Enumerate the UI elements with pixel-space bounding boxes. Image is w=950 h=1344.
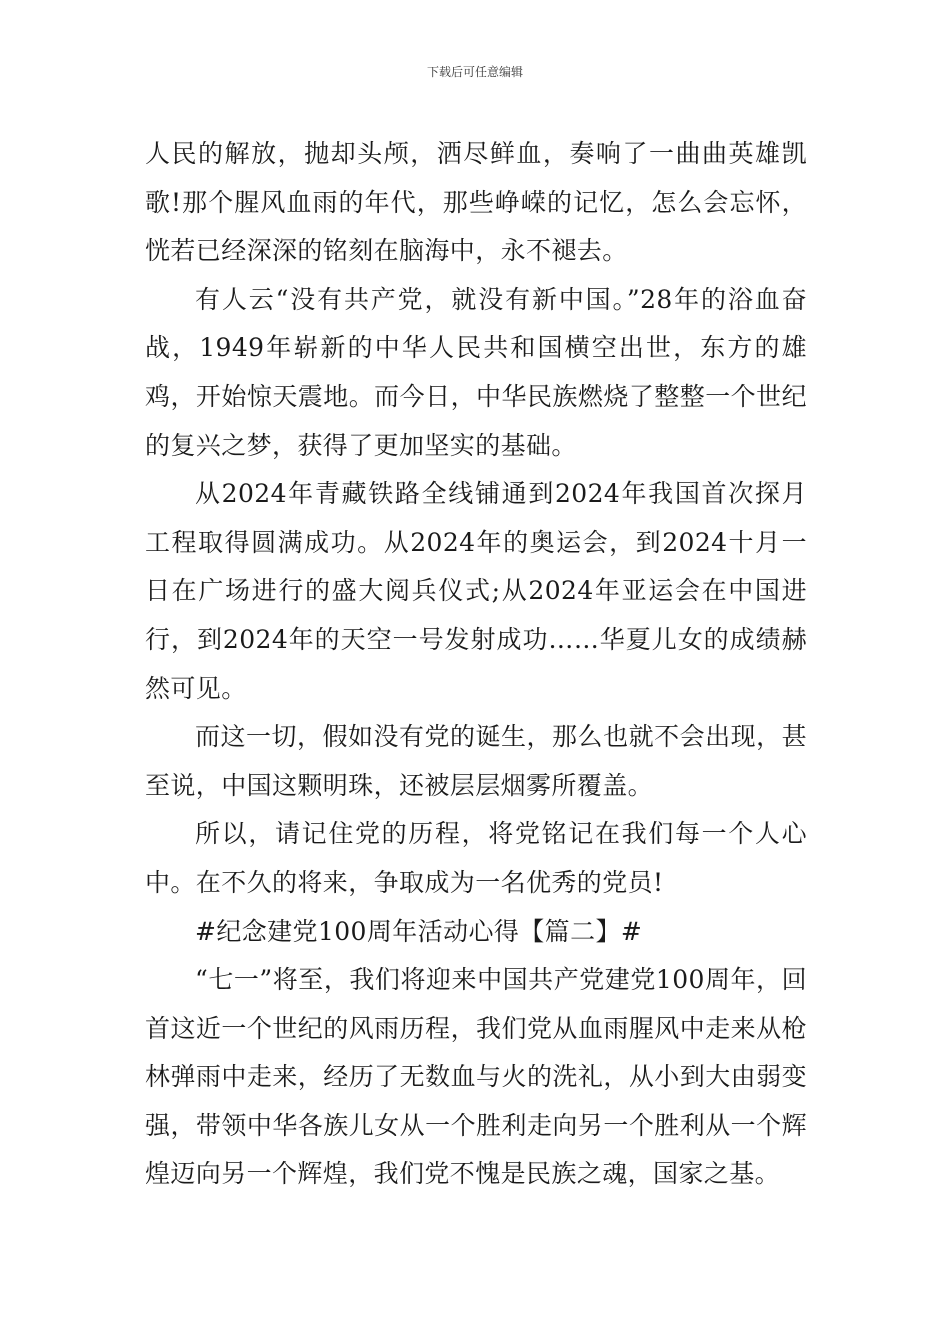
document-body	[145, 130, 807, 1199]
paragraph-2: 有人云“没有共产党，就没有新中国。”28年的浴血奋战，1949年崭新的中华人民共和国横空出世，东方的雄鸡，开始惊天震地。而今日，中华民族燃烧了整整一个世纪的复兴之梦，获得了更加坚实的基础。	[145, 284, 807, 460]
paragraph-3: 从2024年青藏铁路全线铺通到2024年我国首次探月工程取得圆满成功。从2024年的奥运会，到2024十月一日在广场进行的盛大阅兵仪式;从2024年亚运会在中国进行，到2024年的天空一号发射成功……华夏儿女的成绩赫然可见。	[145, 479, 807, 703]
paragraph-6: “七一”将至，我们将迎来中国共产党建党100周年，回首这近一个世纪的风雨历程，我们党从血雨腥风中走来从枪林弹雨中走来，经历了无数血与火的洗礼，从小到大由弱变强，带领中华各族儿女从一个胜利走向另一个胜利从一个辉煌迈向另一个辉煌，我们党不愧是民族之魂，国家之基。	[145, 965, 807, 1189]
page-header: 下载后可任意编辑	[426, 65, 523, 79]
paragraph-5: 所以，请记住党的历程，将党铭记在我们每一个人心中。在不久的将来，争取成为一名优秀的党员!	[145, 819, 807, 897]
paragraph-4: 而这一切，假如没有党的诞生，那么也就不会出现，甚至说，中国这颗明珠，还被层层烟雾所覆盖。	[145, 722, 807, 800]
paragraph-1: 人民的解放，抛却头颅，洒尽鲜血，奏响了一曲曲英雄凯歌!那个腥风血雨的年代，那些峥嵘的记忆，怎么会忘怀，恍若已经深深的铭刻在脑海中，永不褪去。	[145, 139, 807, 266]
section-heading: #纪念建党100周年活动心得【篇二】#	[195, 916, 643, 946]
